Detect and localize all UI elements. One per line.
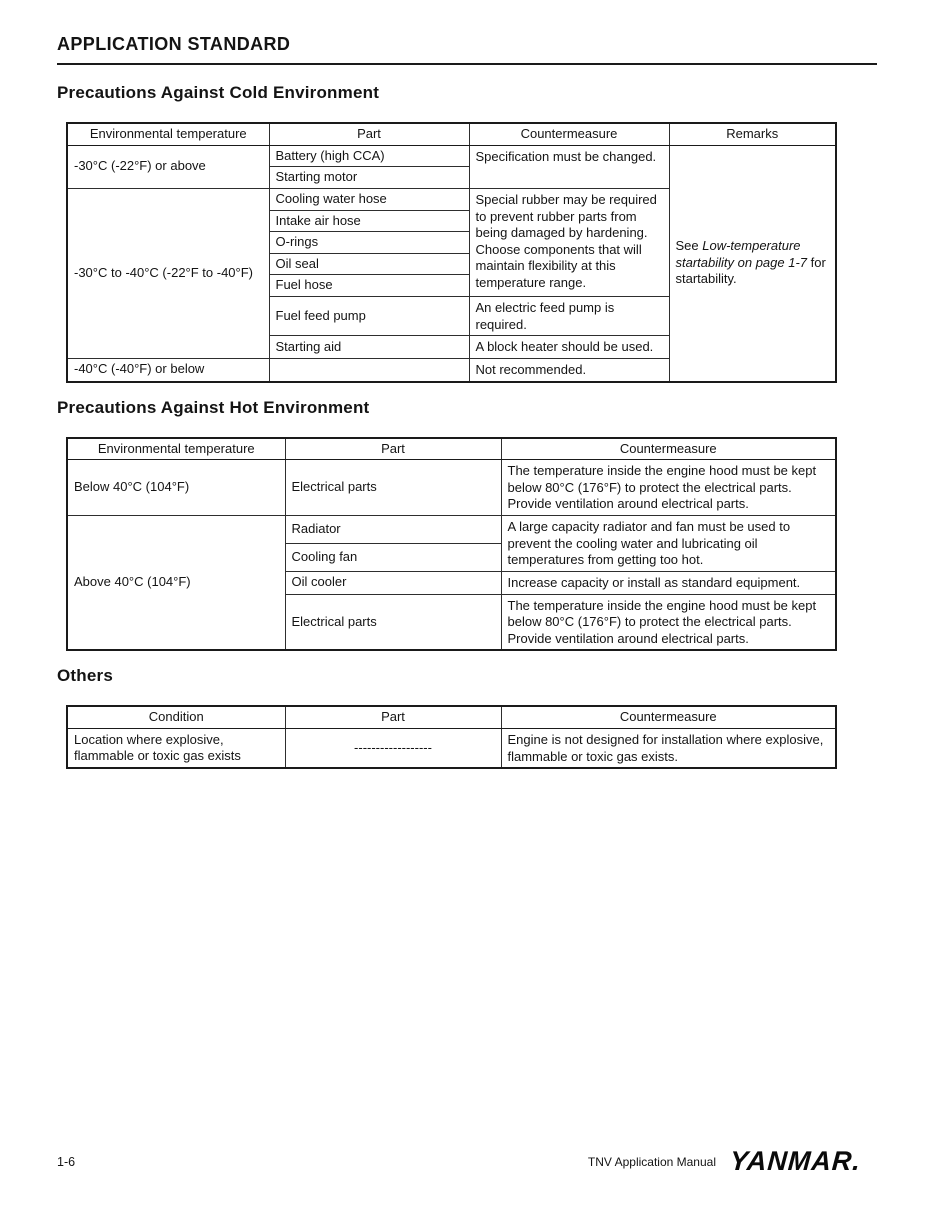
part-cell-oil-cooler: Oil cooler: [285, 571, 501, 594]
part-cell-battery: Battery (high CCA): [269, 145, 469, 167]
countermeasure-cell-radiator-fan: A large capacity radiator and fan must be used to prevent the cooling water and lubricating oil temperatures from getting too hot.: [501, 516, 836, 572]
countermeasure-cell-rubber: Special rubber may be required to prevent rubber parts from being damaged by hardening. Choose components that will maintain flexibility at this temperature range.: [469, 188, 669, 296]
yanmar-logo: YANMAR.: [728, 1146, 863, 1176]
column-header-part: Part: [285, 438, 501, 460]
column-header-condition: Condition: [67, 706, 285, 728]
remarks-text-end: for startability.: [675, 254, 826, 287]
temp-cell-below-40: Below 40°C (104°F): [67, 460, 285, 516]
column-header-countermeasure: Countermeasure: [469, 123, 669, 145]
column-header-remarks: Remarks: [669, 123, 836, 145]
remarks-text: See: [675, 238, 703, 254]
countermeasure-cell-spec-change: Specification must be changed.: [469, 145, 669, 188]
table-header-row: [67, 438, 836, 460]
part-cell-fuel-feed-pump: Fuel feed pump: [269, 297, 469, 336]
countermeasure-cell-oil-cooler: Increase capacity or install as standard equipment.: [501, 571, 836, 594]
temp-cell-below-minus40: -40°C (-40°F) or below: [67, 358, 269, 381]
cold-environment-table: [66, 122, 837, 383]
footer-page-number: 1-6: [57, 1154, 76, 1169]
part-cell-electrical-parts-2: Electrical parts: [285, 594, 501, 650]
part-cell-intake-air-hose: Intake air hose: [269, 210, 469, 232]
column-header-environmental-temperature: Environmental temperature: [67, 438, 285, 460]
others-table: [66, 705, 837, 769]
part-cell-empty: [269, 358, 469, 381]
countermeasure-cell-not-recommended: Not recommended.: [469, 358, 669, 381]
part-cell-fuel-hose: Fuel hose: [269, 275, 469, 297]
table-row: [67, 516, 836, 544]
countermeasure-cell-starting-aid: A block heater should be used.: [469, 336, 669, 359]
page-content: [57, 34, 877, 769]
part-cell-starting-aid: Starting aid: [269, 336, 469, 359]
part-cell-electrical-parts: Electrical parts: [285, 460, 501, 516]
column-header-countermeasure: Countermeasure: [501, 438, 836, 460]
temp-cell-above-minus30: -30°C (-22°F) or above: [67, 145, 269, 188]
part-cell-starting-motor: Starting motor: [269, 167, 469, 189]
part-cell-oil-seal: Oil seal: [269, 253, 469, 275]
table-row: [67, 460, 836, 516]
page-footer: [57, 1148, 861, 1175]
table-row: [67, 145, 836, 167]
section-heading-hot: Precautions Against Hot Environment: [57, 397, 370, 417]
column-header-part: Part: [269, 123, 469, 145]
temp-cell-minus30-to-minus40: -30°C to -40°C (-22°F to -40°F): [67, 188, 269, 358]
column-header-countermeasure: Countermeasure: [501, 706, 836, 728]
page-title: APPLICATION STANDARD: [57, 34, 877, 65]
remarks-reference-italic: Low-temperature startability on page 1-7: [675, 238, 808, 270]
countermeasure-cell-explosive-gas: Engine is not designed for installation where explosive, flammable or toxic gas exists.: [501, 729, 836, 769]
countermeasure-cell-electrical: The temperature inside the engine hood must be kept below 80°C (176°F) to protect the electrical parts. Provide ventilation around electrical parts.: [501, 460, 836, 516]
column-header-environmental-temperature: Environmental temperature: [67, 123, 269, 145]
part-cell-cooling-fan: Cooling fan: [285, 543, 501, 571]
column-header-part: Part: [285, 706, 501, 728]
table-header-row: [67, 123, 836, 145]
table-row: [67, 729, 836, 769]
hot-environment-table: [66, 437, 837, 652]
section-heading-others: Others: [57, 666, 113, 686]
part-cell-radiator: Radiator: [285, 516, 501, 544]
remarks-cell: [669, 145, 836, 381]
table-header-row: [67, 706, 836, 728]
part-cell-o-rings: O-rings: [269, 232, 469, 254]
temp-cell-above-40: Above 40°C (104°F): [67, 516, 285, 651]
countermeasure-cell-electrical-2: The temperature inside the engine hood must be kept below 80°C (176°F) to protect the electrical parts. Provide ventilation around electrical parts.: [501, 594, 836, 650]
part-cell-cooling-water-hose: Cooling water hose: [269, 188, 469, 210]
section-heading-cold: Precautions Against Cold Environment: [57, 83, 380, 102]
countermeasure-cell-fuel-pump: An electric feed pump is required.: [469, 297, 669, 336]
part-cell-dashes: ------------------: [285, 729, 501, 769]
footer-manual-name: TNV Application Manual: [587, 1154, 716, 1169]
condition-cell-explosive-gas: Location where explosive, flammable or toxic gas exists: [67, 729, 285, 769]
